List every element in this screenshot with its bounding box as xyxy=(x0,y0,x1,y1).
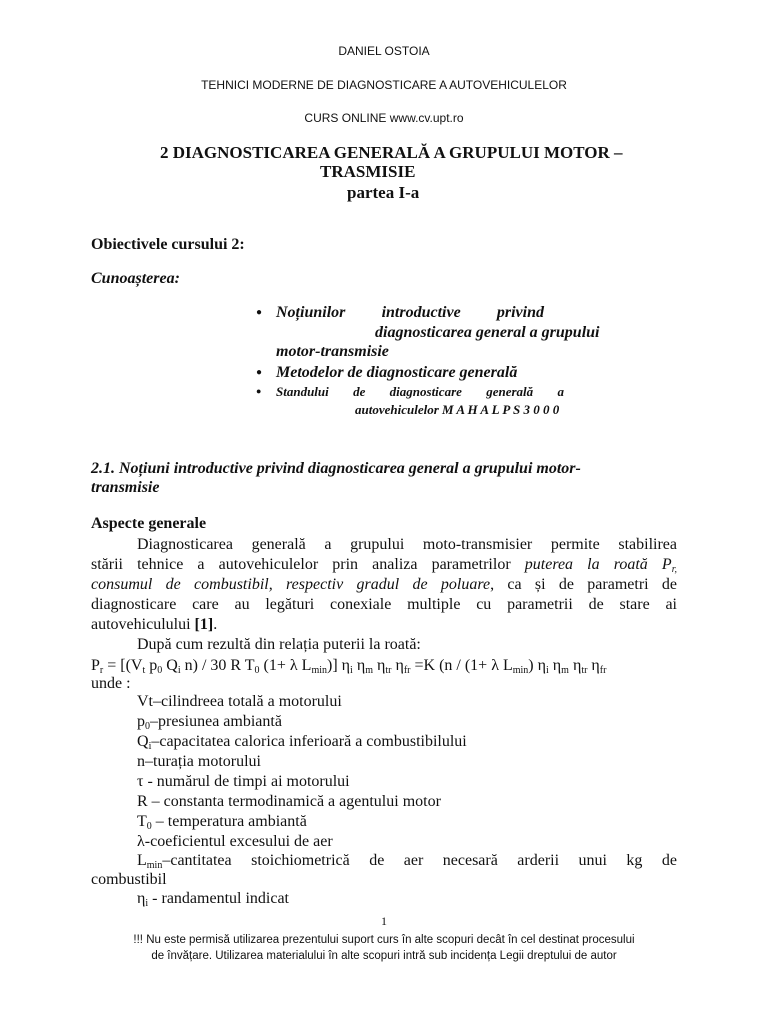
symbol: λ xyxy=(137,833,145,850)
objective-word: introductive xyxy=(381,304,461,321)
definition-text: – temperatura ambiantă xyxy=(151,813,307,830)
formula-subscript: min xyxy=(512,665,529,676)
objective-item-1 xyxy=(276,304,544,322)
definition-text: –presiunea ambiantă xyxy=(150,713,282,730)
objective-word: Noțiunilor xyxy=(276,304,346,321)
symbol: τ xyxy=(137,773,144,790)
chapter-part: partea I-a xyxy=(347,183,420,202)
chapter-title-line1: 2 DIAGNOSTICAREA GENERALĂ A GRUPULUI MOTOR – xyxy=(160,143,623,162)
page-number: 1 xyxy=(381,914,387,928)
knowledge-heading: Cunoașterea: xyxy=(91,270,180,287)
objective-item-2: Metodelor de diagnosticare generală xyxy=(276,364,518,381)
definition-text: –capacitatea calorica inferioară a combustibilului xyxy=(151,733,467,750)
paragraph-text: autovehiculului xyxy=(91,616,195,633)
objective-item-3-line2: autovehiculelor M A H A L P S 3 0 0 0 xyxy=(355,402,560,417)
definition-text: - randamentul indicat xyxy=(148,890,289,907)
objective-item-1-line2: diagnosticarea general a grupului xyxy=(375,324,600,341)
formula-subscript: m xyxy=(365,665,373,676)
formula-text: Q xyxy=(162,657,178,674)
formula-subscript: t xyxy=(142,665,146,676)
paragraph-1-line5 xyxy=(91,615,217,635)
definition-item xyxy=(137,792,677,812)
paragraph-text: . xyxy=(213,616,218,633)
parameter-italic: consumul de combustibil, respectiv gradul de poluare xyxy=(91,576,491,593)
section-title-line2: transmisie xyxy=(91,479,160,496)
formula-text: η xyxy=(548,657,562,674)
online-prefix: CURS ONLINE xyxy=(304,111,390,125)
formula-subscript: 0 xyxy=(254,665,260,676)
formula-subscript: fr xyxy=(599,665,607,676)
formula-text: = [(V xyxy=(103,657,143,674)
paragraph-text: stării tehnice a autovehiculelor prin analiza parametrilor xyxy=(91,556,525,573)
eta-definition xyxy=(137,889,289,909)
formula-text: n) / 30 R T xyxy=(180,657,255,674)
course-title: TEHNICI MODERNE DE DIAGNOSTICARE A AUTOVEHICULELOR xyxy=(201,78,567,92)
symbol: n xyxy=(137,753,145,770)
definitions-list xyxy=(137,692,677,852)
chapter-title-line2: TRASMISIE xyxy=(320,162,416,181)
definition-item xyxy=(137,712,677,732)
formula-text: ) η xyxy=(528,657,546,674)
definition-item xyxy=(137,812,677,832)
paragraph-1-line2 xyxy=(91,555,677,575)
definition-item xyxy=(137,752,677,772)
objective-item-3-line1: Standului de diagnosticare generală a xyxy=(276,384,564,399)
subscript: i xyxy=(145,898,149,909)
lmin-definition-line2: combustibil xyxy=(91,871,167,888)
formula-text: η xyxy=(352,657,366,674)
author-name: DANIEL OSTOIA xyxy=(338,44,430,58)
objective-word: privind xyxy=(496,304,544,321)
formula-text: p xyxy=(145,657,158,674)
wheel-power-formula xyxy=(91,656,691,676)
formula-subscript: r xyxy=(99,665,104,676)
paragraph-text: , ca și de parametri de xyxy=(490,576,678,593)
formula-text: η xyxy=(587,657,600,674)
formula-subscript: i xyxy=(177,665,181,676)
formula-text: )] η xyxy=(327,657,351,674)
reference-link[interactable]: [1] xyxy=(194,616,214,633)
formula-text: (1+ λ L xyxy=(259,657,312,674)
symbol: Q xyxy=(137,733,149,750)
formula-subscript: i xyxy=(546,665,549,676)
bullet-icon: ● xyxy=(256,367,263,378)
symbol: L xyxy=(137,852,147,869)
symbol: R xyxy=(137,793,148,810)
lmin-definition xyxy=(137,851,677,871)
formula-subscript: min xyxy=(311,665,327,676)
formula-text: P xyxy=(91,657,100,674)
definition-item xyxy=(137,772,677,792)
paragraph-1-line3 xyxy=(91,575,677,595)
formula-subscript: tr xyxy=(581,665,588,676)
definition-item xyxy=(137,732,677,752)
subscript: min xyxy=(146,860,163,871)
subscript: 0 xyxy=(146,821,152,832)
copyright-notice-line2: de învățare. Utilizarea materialului în alte scopuri intră sub incidența Legii dreptului de autor xyxy=(151,950,617,962)
objective-item-1-line3: motor-transmisie xyxy=(276,343,389,360)
online-url[interactable]: www.cv.upt.ro xyxy=(389,111,464,125)
definition-text: -coeficientul excesului de aer xyxy=(144,833,333,850)
formula-subscript: 0 xyxy=(157,665,163,676)
paragraph-1-line4: diagnosticare care au legături conexiale multiple cu parametrii de stare ai xyxy=(91,596,677,613)
aspects-heading: Aspecte generale xyxy=(91,515,207,532)
formula-subscript: i xyxy=(350,665,353,676)
formula-subscript: m xyxy=(561,665,569,676)
subscript: 0 xyxy=(145,721,150,732)
formula-text: η xyxy=(372,657,386,674)
subscript: r, xyxy=(671,564,677,575)
paragraph-2: După cum rezultă din relația puterii la roată: xyxy=(137,636,421,653)
online-course-line xyxy=(0,111,768,125)
definition-text: –cantitatea stoichiometrică de aer necesară arderii unui kg de xyxy=(162,852,677,869)
unde-label: unde : xyxy=(91,675,131,692)
subscript: i xyxy=(148,741,152,752)
symbol: p xyxy=(137,713,145,730)
section-title-line1: 2.1. Noțiuni introductive privind diagnosticarea general a grupului motor- xyxy=(91,460,581,477)
paragraph-1-line1: Diagnosticarea generală a grupului moto-transmisier permite stabilirea xyxy=(137,536,677,553)
definition-text: –cilindreea totală a motorului xyxy=(153,693,342,710)
copyright-notice-line1: !!! Nu este permisă utilizarea prezentului suport curs în alte scopuri decât în cel destinat procesului xyxy=(133,934,635,946)
symbol: η xyxy=(137,890,146,907)
formula-subscript: tr xyxy=(385,665,392,676)
formula-subscript: fr xyxy=(403,665,411,676)
definition-item xyxy=(137,692,677,712)
definition-text: - numărul de timpi ai motorului xyxy=(143,773,350,790)
definition-item xyxy=(137,832,677,852)
formula-text: η xyxy=(391,657,404,674)
formula-text: =K (n / (1+ λ L xyxy=(410,657,513,674)
symbol: T xyxy=(137,813,147,830)
definition-text: –turația motorului xyxy=(145,753,261,770)
parameter-italic: puterea la roată P xyxy=(524,556,672,573)
formula-text: η xyxy=(568,657,582,674)
symbol: Vt xyxy=(137,693,153,710)
bullet-icon: ● xyxy=(256,386,262,396)
definition-text: – constanta termodinamică a agentului motor xyxy=(147,793,441,810)
objectives-heading: Obiectivele cursului 2: xyxy=(91,236,245,253)
bullet-icon: ● xyxy=(256,307,263,318)
